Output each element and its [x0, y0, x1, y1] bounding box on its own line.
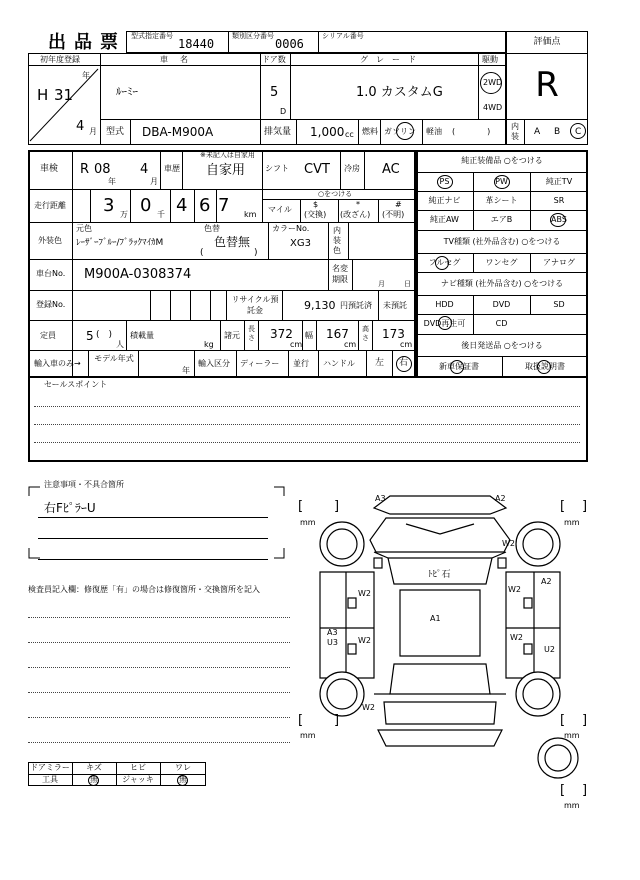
bracket-lr-open: [	[298, 713, 304, 728]
mileage-digit-4: 6	[199, 195, 211, 216]
mile-unknown: (不明)	[382, 210, 405, 219]
mark-a2-rd: A2	[541, 577, 552, 586]
dims-label: 諸元	[224, 331, 240, 340]
interior-b: B	[554, 127, 561, 137]
evaluation-label: 評価点	[533, 37, 561, 47]
equip-abs: ABS	[551, 215, 567, 224]
grade-col-label: グ レ ー ド	[360, 55, 416, 64]
mark-a1: A1	[430, 614, 441, 623]
later-warranty-circle	[450, 360, 464, 374]
mile-swap: (交換)	[304, 210, 327, 219]
shaken-month: 4	[140, 162, 149, 177]
car-name: ﾙｰﾐｰ	[116, 85, 138, 98]
equip-pw-circle	[494, 175, 510, 189]
shift-value: CVT	[304, 162, 330, 177]
reg-no-label: 登録No.	[36, 300, 66, 309]
mark-a2-top: A2	[495, 494, 506, 503]
first-reg-month: 4	[76, 119, 85, 134]
cc-unit: cc	[345, 130, 354, 139]
color-change-value: 色替無	[214, 235, 251, 249]
bracket-rr-close: ]	[582, 713, 588, 728]
drive-2wd: 2WD	[483, 78, 503, 87]
equip-ps: PS	[439, 177, 450, 186]
mile-head: ○をつける	[318, 190, 353, 198]
equip-leather: 革シート	[485, 196, 518, 205]
navi-title: ナビ種類 (社外品含む) ○をつける	[440, 279, 564, 288]
equip-ps-circle	[437, 175, 453, 189]
mark-u2: U2	[544, 645, 555, 654]
first-reg-year: 31	[54, 86, 74, 104]
color-change-label: 色替	[204, 224, 220, 233]
interior-label: 内装	[511, 122, 519, 141]
length-label: 長さ	[248, 325, 255, 342]
notes-frame	[26, 484, 288, 564]
first-reg-label: 初年度登録	[40, 55, 80, 64]
shaken-era: R	[80, 162, 90, 177]
door-label: ドア数	[262, 55, 286, 64]
class-number: 0006	[275, 37, 304, 51]
fuel-circle-mark	[396, 122, 414, 140]
month-unit: 月	[89, 127, 97, 136]
ac-value: AC	[382, 162, 400, 177]
legend-jack-circle	[177, 775, 188, 786]
later-manual-circle	[537, 360, 551, 374]
handle-left: 左	[375, 358, 385, 368]
mileage-digit-3: 4	[176, 195, 188, 216]
mile-star: *	[356, 200, 360, 209]
mile-dollar: $	[313, 200, 319, 209]
length-cm: cm	[290, 340, 303, 349]
mileage-km: km	[244, 210, 257, 219]
mark-w2-rr: W2	[510, 633, 523, 642]
import-type-label: 輸入区分	[198, 359, 230, 368]
sales-point-label: セールスポイント	[44, 380, 108, 389]
first-reg-era: H	[37, 86, 49, 104]
legend-kizu: キズ	[86, 763, 102, 772]
legend-ware: ワレ	[175, 763, 191, 772]
interior-color-label: 内装色	[333, 226, 341, 255]
history-value: 自家用	[206, 163, 246, 178]
drive-circle-mark	[480, 72, 502, 94]
legend-jack-label: ジャッキ	[122, 775, 154, 784]
color-no-label: カラーNo.	[272, 224, 310, 233]
chassis-label: 車台No.	[36, 269, 66, 278]
mileage-label: 走行距離	[34, 201, 66, 210]
mm-rf: mm	[564, 518, 580, 527]
navi-dvd-play: DVD再生可	[423, 319, 466, 328]
equip-pw: PW	[495, 177, 508, 186]
equip-sr: SR	[553, 196, 565, 205]
tv-title: TV種類 (社外品含む) ○をつける	[443, 237, 561, 246]
length-value: 372	[270, 327, 293, 341]
color-paren-open: (	[200, 248, 204, 258]
name-change-month-unit: 月	[378, 280, 385, 288]
width-cm: cm	[344, 340, 357, 349]
mark-a3-top: A3	[375, 494, 386, 503]
type-cert-label: 型式指定番号	[131, 32, 173, 40]
bracket-rf-open: [	[560, 499, 566, 514]
capacity-label: 定員	[40, 331, 56, 340]
fuel-diesel-paren: ( )	[452, 127, 491, 136]
drive-4wd: 4WD	[483, 103, 503, 112]
tv-oneseg: ワンセグ	[485, 258, 518, 267]
load-label: 積載量	[130, 331, 154, 340]
fuel-diesel: 軽油	[426, 127, 442, 136]
evaluation-score: R	[535, 65, 559, 105]
later-title: 後日発送品 ○をつける	[461, 341, 543, 350]
history-note: ※未記入は自家用	[200, 151, 255, 159]
recycle-unpaid: 未預託	[383, 301, 407, 310]
bracket-lr-close: ]	[334, 713, 340, 728]
chassis-number: M900A-0308374	[84, 267, 192, 282]
recycle-amount: 9,130	[304, 299, 336, 312]
class-label: 類別区分番号	[232, 32, 274, 40]
tv-fullseg: フルセグ	[428, 258, 461, 267]
mileage-man: 万	[120, 210, 128, 219]
model-year-label: モデル年式	[94, 354, 134, 363]
import-dealer: ディーラー	[240, 359, 280, 368]
equip-tv: 純正TV	[545, 177, 573, 186]
mark-a3u3: A3 U3	[327, 628, 338, 647]
bracket-lf-close: ]	[334, 499, 340, 514]
mm-lf: mm	[300, 518, 316, 527]
mm-spare: mm	[564, 801, 580, 810]
legend-tools-circle	[88, 775, 99, 786]
bracket-lf-open: [	[298, 499, 304, 514]
name-change-label: 名変期限	[332, 264, 348, 284]
mileage-digit-1: 3	[103, 195, 115, 216]
shaken-year-unit: 年	[108, 177, 116, 186]
history-label: 車歴	[164, 164, 180, 173]
drive-label: 駆動	[482, 55, 498, 64]
model-code: DBA-M900A	[142, 125, 214, 139]
shaken-year: 08	[94, 162, 111, 177]
navi-hdd: HDD	[435, 300, 454, 309]
year-unit: 年	[82, 71, 90, 80]
bracket-spare-close: ]	[582, 783, 588, 798]
ac-label: 冷房	[344, 164, 360, 173]
handle-circle-mark	[396, 356, 412, 372]
car-grade: 1.0 カスタムG	[356, 85, 443, 100]
displacement: 1,000	[310, 125, 345, 139]
model-year-unit: 年	[182, 366, 190, 375]
spare-tire	[536, 736, 580, 780]
mm-rr: mm	[564, 731, 580, 740]
navi-cd: CD	[495, 319, 508, 328]
handle-label: ハンドル	[323, 359, 355, 368]
width-label: 幅	[305, 331, 313, 340]
serial-label: シリアル番号	[322, 32, 364, 40]
legend-tools-label: 工具	[42, 775, 58, 784]
sales-point-box	[28, 378, 588, 462]
door-d: D	[280, 107, 287, 116]
recycle-label: リサイクル預託金	[231, 295, 279, 315]
navi-sd: SD	[553, 300, 565, 309]
color-paren-close: )	[254, 248, 258, 258]
handle-right: 右	[399, 358, 409, 368]
shaken-label: 車検	[40, 164, 59, 174]
equip-navi: 純正ナビ	[428, 196, 461, 205]
interior-c: C	[575, 127, 582, 137]
door-count: 5	[270, 85, 279, 100]
tv-fullseg-circle	[435, 256, 449, 270]
equip-abs-circle	[550, 213, 566, 227]
model-label: 型式	[106, 127, 125, 137]
import-parallel: 並行	[293, 359, 309, 368]
navi-dvd: DVD	[492, 300, 511, 309]
color-orig-label: 元色	[76, 224, 92, 233]
import-label: 輸入車のみ→	[34, 359, 81, 368]
mileage-sen: 千	[157, 210, 165, 219]
mark-w2-lr: W2	[358, 636, 371, 645]
fuel-gasoline: ガソリン	[384, 127, 416, 136]
bracket-rr-open: [	[560, 713, 566, 728]
height-label: 高さ	[362, 325, 369, 342]
notes-label: 注意事項・不具合箇所	[44, 480, 124, 489]
notes-content: 右FﾋﾟﾗｰU	[44, 501, 96, 515]
load-kg: kg	[204, 340, 214, 349]
sheet-title: 出品票	[48, 32, 126, 53]
mileage-digit-5: 7	[218, 195, 230, 216]
interior-a: A	[534, 127, 541, 137]
navi-dvd-play-circle	[438, 316, 452, 330]
legend-hibi: ヒビ	[130, 763, 146, 772]
equip-aw: 純正AW	[430, 215, 459, 224]
color-name: ﾚｰｻﾞｰﾌﾞﾙｰ/ﾌﾞﾗｯｸﾏｲｶM	[76, 238, 164, 248]
mm-lr: mm	[300, 731, 316, 740]
equip-airbag: エアB	[490, 215, 513, 224]
mile-hash: #	[395, 200, 402, 209]
equipment-title: 純正装備品 ○をつける	[461, 156, 543, 165]
legend-door-mirror: ドアミラー	[30, 763, 70, 772]
displacement-label: 排気量	[264, 127, 292, 137]
inspector-label: 検査員記入欄：修復歴「有」の場合は修復箇所・交換箇所を記入	[28, 585, 260, 594]
mark-w2-rf2: W2	[508, 585, 521, 594]
car-name-label: 車 名	[160, 55, 190, 64]
width-value: 167	[326, 327, 349, 341]
person-unit: 人	[116, 340, 124, 349]
name-change-day-unit: 日	[404, 280, 411, 288]
shift-label: シフト	[265, 164, 289, 173]
legend-jack-value: 無	[179, 775, 187, 784]
color-no: XG3	[290, 238, 311, 249]
mark-w2-rf: W2	[502, 539, 515, 548]
mileage-digit-2: 0	[140, 195, 152, 216]
mile-option: マイル	[268, 205, 292, 214]
legend-tools-value: 無	[90, 775, 98, 784]
later-manual: 取扱説明書	[525, 362, 565, 371]
recycle-status: 円預託済	[340, 301, 372, 310]
bracket-spare-open: [	[560, 783, 566, 798]
color-outer-label: 外装色	[38, 236, 62, 245]
fuel-label: 燃料	[362, 127, 378, 136]
capacity-paren: ( )	[96, 330, 113, 340]
interior-circle-mark	[570, 123, 586, 139]
capacity-value: 5	[86, 329, 94, 343]
mark-roof: ﾄﾋﾟ石	[428, 570, 451, 580]
mile-tamper: (改ざん)	[340, 210, 371, 219]
later-warranty: 新車保証書	[439, 362, 479, 371]
tv-analog: アナログ	[543, 258, 575, 267]
height-value: 173	[382, 327, 405, 341]
mark-w2-bottom: W2	[362, 703, 375, 712]
shaken-month-unit: 月	[150, 177, 158, 186]
mark-w2-lf: W2	[358, 589, 371, 598]
type-cert-number: 18440	[178, 37, 215, 51]
height-cm: cm	[400, 340, 413, 349]
bracket-rf-close: ]	[582, 499, 588, 514]
